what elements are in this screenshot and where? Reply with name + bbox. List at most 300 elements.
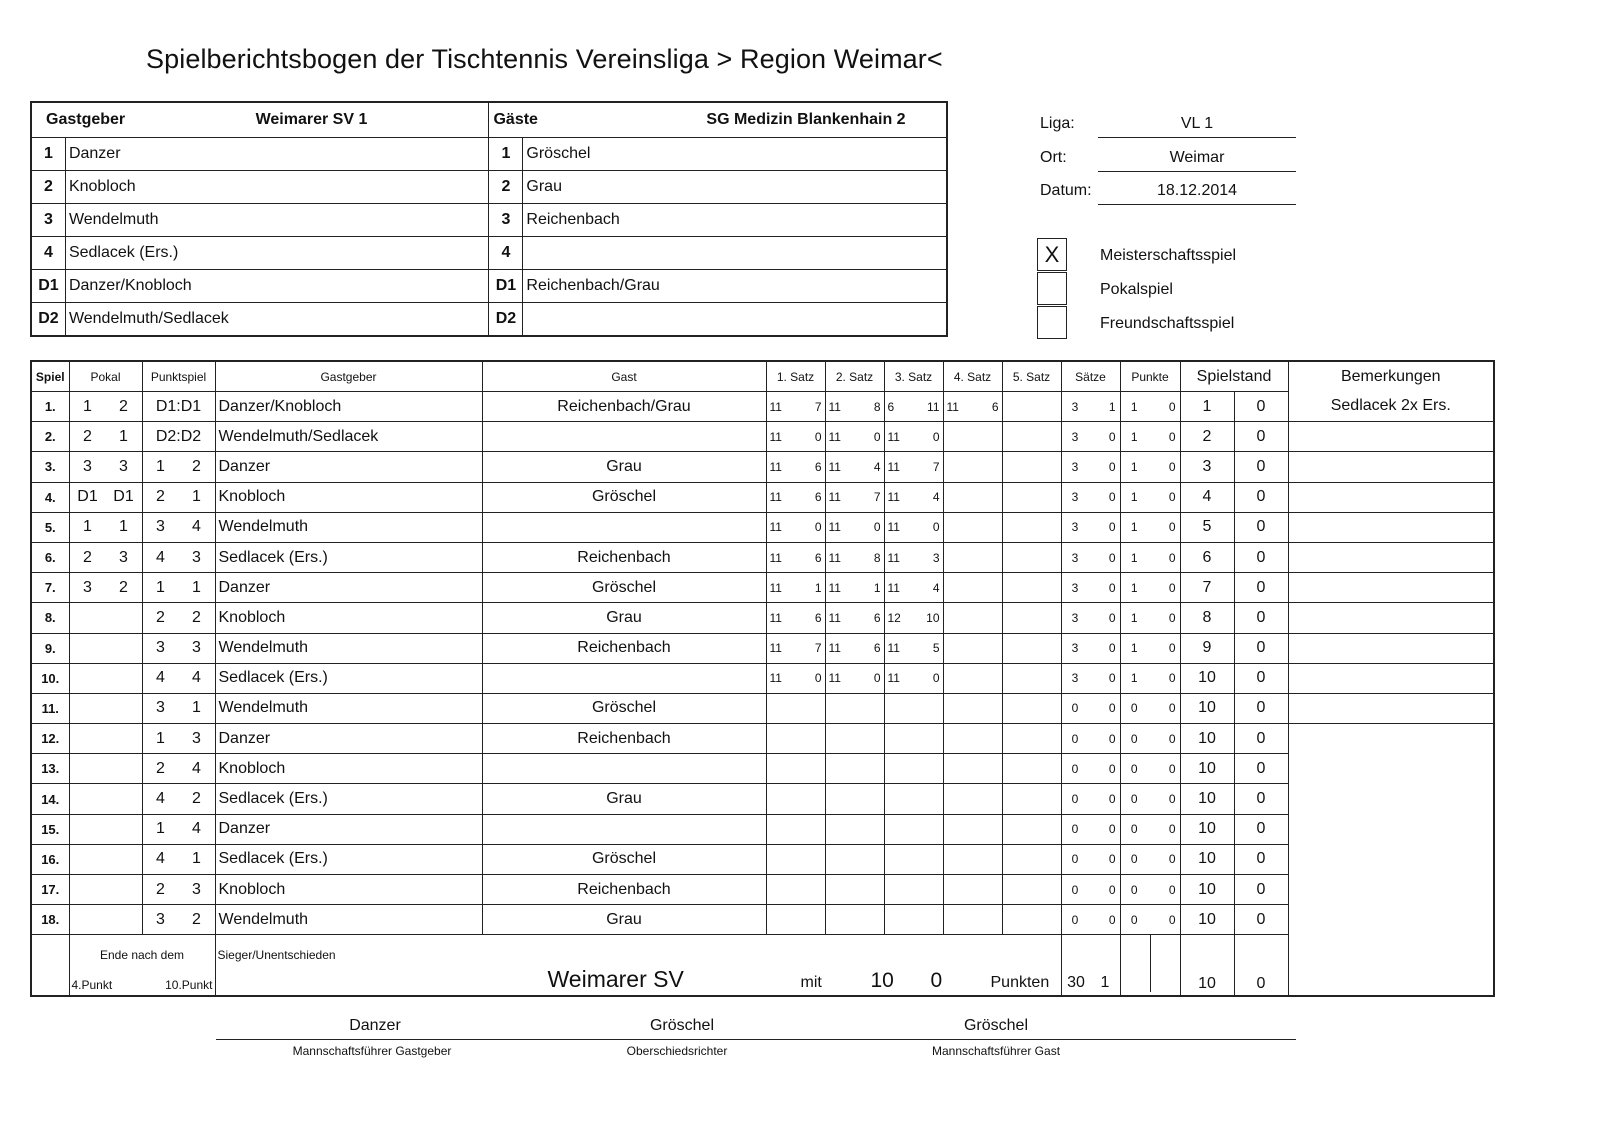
- set-4-score[interactable]: [943, 422, 1002, 452]
- game-row: [31, 663, 1494, 693]
- header-satz-3: 3. Satz: [884, 361, 943, 392]
- set-1-score[interactable]: [766, 784, 825, 814]
- spielstand-guest: 0: [1234, 482, 1288, 512]
- header-spiel: Spiel: [31, 361, 69, 392]
- saetze-cell: [1061, 844, 1120, 874]
- spielstand-guest: 0: [1234, 452, 1288, 482]
- bemerkung[interactable]: [1288, 452, 1494, 482]
- guest-player-name[interactable]: Reichenbach/Grau: [523, 270, 947, 303]
- set-3-score[interactable]: [884, 422, 943, 452]
- role-host-captain: Mannschaftsführer Gastgeber: [292, 1044, 452, 1058]
- host-player-name[interactable]: Danzer: [65, 138, 489, 171]
- pokal-guest: 1: [119, 427, 128, 445]
- set-score-host: 11: [769, 459, 782, 474]
- set-score-host: 11: [828, 641, 841, 656]
- punktspiel-cell[interactable]: [142, 512, 215, 542]
- set-score-guest: 0: [932, 671, 940, 686]
- pokal-cell[interactable]: [69, 512, 142, 542]
- set-3-score[interactable]: [884, 875, 943, 905]
- punktspiel-host: 2: [156, 608, 165, 626]
- punkte-cell: [1120, 875, 1180, 905]
- set-5-score[interactable]: [1002, 814, 1061, 844]
- set-2-score[interactable]: [825, 784, 884, 814]
- set-5-score[interactable]: [1002, 844, 1061, 874]
- set-score-guest: 1: [873, 580, 881, 595]
- set-score-host: 11: [887, 459, 900, 474]
- game-number: 17.: [31, 875, 69, 905]
- spielstand-host: 10: [1180, 663, 1234, 693]
- pokal-cell[interactable]: [69, 452, 142, 482]
- punktspiel-host: 3: [156, 518, 165, 536]
- punkte-guest: 0: [1168, 610, 1176, 625]
- set-3-score[interactable]: [884, 905, 943, 935]
- set-1-score[interactable]: [766, 482, 825, 512]
- host-player-name[interactable]: Wendelmuth: [65, 204, 489, 237]
- guest-player-name[interactable]: Gröschel: [523, 138, 947, 171]
- liga-label: Liga:: [1040, 115, 1075, 132]
- checkbox-pokalspiel[interactable]: [1037, 272, 1067, 305]
- set-4-score[interactable]: [943, 392, 1002, 422]
- guest-player[interactable]: [482, 422, 766, 452]
- set-5-score[interactable]: [1002, 724, 1061, 754]
- punktspiel-cell[interactable]: [142, 633, 215, 663]
- guest-player[interactable]: Reichenbach: [482, 542, 766, 572]
- host-team-name: Weimarer SV 1: [255, 111, 368, 128]
- pokal-cell[interactable]: [69, 844, 142, 874]
- set-4-score[interactable]: [943, 512, 1002, 542]
- set-score-host: 11: [828, 610, 841, 625]
- set-2-score[interactable]: [825, 422, 884, 452]
- guest-player-number: 4: [489, 237, 523, 270]
- set-score-guest: 7: [873, 490, 881, 505]
- set-score-host: 11: [887, 671, 900, 686]
- guest-team-name: SG Medizin Blankenhain 2: [706, 111, 906, 128]
- saetze-guest: 0: [1108, 429, 1116, 444]
- pokal-cell[interactable]: [69, 633, 142, 663]
- punktspiel-cell[interactable]: [142, 844, 215, 874]
- set-2-score[interactable]: [825, 875, 884, 905]
- set-2-score[interactable]: [825, 482, 884, 512]
- sieger-label: Sieger/Unentschieden: [217, 948, 336, 963]
- checkbox-freundschaftsspiel[interactable]: [1037, 306, 1067, 339]
- datum-label: Datum:: [1040, 182, 1092, 199]
- punktspiel-cell[interactable]: [142, 693, 215, 723]
- set-3-score[interactable]: [884, 784, 943, 814]
- guest-player[interactable]: [482, 512, 766, 542]
- punktspiel-cell[interactable]: [142, 452, 215, 482]
- set-4-score[interactable]: [943, 905, 1002, 935]
- punktspiel-host: 3: [156, 639, 165, 657]
- set-4-score[interactable]: [943, 542, 1002, 572]
- set-score-guest: 7: [932, 459, 940, 474]
- punkte-guest: 0: [1168, 792, 1176, 807]
- spielstand-host: 2: [1180, 422, 1234, 452]
- set-5-score[interactable]: [1002, 573, 1061, 603]
- guest-player[interactable]: [482, 663, 766, 693]
- set-5-score[interactable]: [1002, 784, 1061, 814]
- saetze-host: 3: [1071, 671, 1079, 686]
- guest-player[interactable]: Gröschel: [482, 482, 766, 512]
- set-3-score[interactable]: [884, 512, 943, 542]
- host-player-number: 3: [31, 204, 65, 237]
- team-row: [31, 138, 947, 171]
- set-5-score[interactable]: [1002, 693, 1061, 723]
- punktspiel-guest: 3: [192, 729, 201, 747]
- host-player-number: 4: [31, 237, 65, 270]
- punkte-cell: [1120, 603, 1180, 633]
- punkte-host: 0: [1130, 822, 1138, 837]
- guest-player[interactable]: Reichenbach/Grau: [482, 392, 766, 422]
- spielstand-host: 10: [1180, 905, 1234, 935]
- punktspiel-cell[interactable]: [142, 814, 215, 844]
- set-1-score[interactable]: [766, 392, 825, 422]
- guest-player[interactable]: Reichenbach: [482, 724, 766, 754]
- set-score-host: 11: [828, 520, 841, 535]
- host-player-name[interactable]: Wendelmuth/Sedlacek: [65, 303, 489, 337]
- label-meisterschaftsspiel: Meisterschaftsspiel: [1100, 247, 1237, 264]
- saetze-host: 3: [1071, 610, 1079, 625]
- total-saetze-host: 30: [1067, 974, 1085, 992]
- set-5-score[interactable]: [1002, 482, 1061, 512]
- host-player-name[interactable]: Sedlacek (Ers.): [65, 237, 489, 270]
- bemerkung[interactable]: [1288, 573, 1494, 603]
- set-3-score[interactable]: [884, 844, 943, 874]
- game-row: [31, 844, 1494, 874]
- spielstand-host: 10: [1180, 724, 1234, 754]
- set-1-score[interactable]: [766, 422, 825, 452]
- set-3-score[interactable]: [884, 542, 943, 572]
- saetze-host: 0: [1071, 792, 1079, 807]
- set-2-score[interactable]: [825, 542, 884, 572]
- punkte-guest: 0: [1168, 520, 1176, 535]
- set-3-score[interactable]: [884, 724, 943, 754]
- set-1-score[interactable]: [766, 542, 825, 572]
- set-1-score[interactable]: [766, 814, 825, 844]
- set-2-score[interactable]: [825, 603, 884, 633]
- pokal-cell[interactable]: [69, 784, 142, 814]
- guest-player-name[interactable]: [523, 303, 947, 337]
- pokal-cell[interactable]: [69, 814, 142, 844]
- set-score-guest: 0: [932, 520, 940, 535]
- pokal-cell[interactable]: [69, 573, 142, 603]
- set-4-score[interactable]: [943, 452, 1002, 482]
- set-1-score[interactable]: [766, 754, 825, 784]
- set-3-score[interactable]: [884, 392, 943, 422]
- punktspiel-host: 1: [156, 578, 165, 596]
- set-2-score[interactable]: [825, 573, 884, 603]
- host-player[interactable]: Wendelmuth: [215, 693, 482, 723]
- punktspiel-host: 3: [156, 699, 165, 717]
- set-1-score[interactable]: [766, 512, 825, 542]
- bemerkung[interactable]: [1288, 512, 1494, 542]
- game-row: [31, 724, 1494, 754]
- saetze-guest: 0: [1108, 459, 1116, 474]
- set-score-host: 11: [769, 399, 782, 414]
- host-player-name[interactable]: Knobloch: [65, 171, 489, 204]
- host-player[interactable]: Wendelmuth: [215, 633, 482, 663]
- set-3-score[interactable]: [884, 754, 943, 784]
- set-4-score[interactable]: [943, 814, 1002, 844]
- saetze-guest: 0: [1108, 792, 1116, 807]
- punktspiel-cell[interactable]: [142, 603, 215, 633]
- spielstand-guest: 0: [1234, 573, 1288, 603]
- punktspiel-host: 1: [156, 820, 165, 838]
- punktspiel-cell[interactable]: [142, 392, 215, 422]
- set-4-score[interactable]: [943, 724, 1002, 754]
- set-3-score[interactable]: [884, 573, 943, 603]
- spielstand-host: 6: [1180, 542, 1234, 572]
- set-3-score[interactable]: [884, 663, 943, 693]
- punktspiel-cell[interactable]: [142, 663, 215, 693]
- saetze-guest: 0: [1108, 822, 1116, 837]
- guest-header: [489, 102, 947, 138]
- game-row: [31, 392, 1494, 422]
- set-4-score[interactable]: [943, 875, 1002, 905]
- pokal-cell[interactable]: [69, 724, 142, 754]
- punkte-host: 1: [1130, 610, 1138, 625]
- punktspiel-cell[interactable]: [142, 542, 215, 572]
- set-3-score[interactable]: [884, 452, 943, 482]
- guest-player[interactable]: Gröschel: [482, 844, 766, 874]
- set-5-score[interactable]: [1002, 663, 1061, 693]
- game-number: 7.: [31, 573, 69, 603]
- saetze-host: 3: [1071, 490, 1079, 505]
- set-2-score[interactable]: [825, 724, 884, 754]
- host-player[interactable]: Knobloch: [215, 603, 482, 633]
- bemerkung[interactable]: [1288, 482, 1494, 512]
- set-2-score[interactable]: [825, 392, 884, 422]
- punktspiel-guest: 3: [192, 548, 201, 566]
- pokal-host: 2: [83, 427, 92, 445]
- host-player-name[interactable]: Danzer/Knobloch: [65, 270, 489, 303]
- pokal-cell[interactable]: [69, 693, 142, 723]
- pokal-cell[interactable]: [69, 905, 142, 935]
- set-4-score[interactable]: [943, 784, 1002, 814]
- set-5-score[interactable]: [1002, 754, 1061, 784]
- set-score-guest: 0: [814, 520, 822, 535]
- set-2-score[interactable]: [825, 663, 884, 693]
- pokal-cell[interactable]: [69, 603, 142, 633]
- set-3-score[interactable]: [884, 814, 943, 844]
- punktspiel-cell[interactable]: [142, 754, 215, 784]
- pokal-guest: 2: [119, 578, 128, 596]
- set-1-score[interactable]: [766, 663, 825, 693]
- guest-player-number: 3: [489, 204, 523, 237]
- host-player[interactable]: Knobloch: [215, 875, 482, 905]
- set-score-guest: 10: [926, 610, 940, 625]
- punktspiel-guest: 1: [192, 578, 201, 596]
- guest-player[interactable]: [482, 814, 766, 844]
- bemerkung[interactable]: [1288, 422, 1494, 452]
- host-player[interactable]: Sedlacek (Ers.): [215, 784, 482, 814]
- set-1-score[interactable]: [766, 452, 825, 482]
- host-player[interactable]: Knobloch: [215, 754, 482, 784]
- guest-player[interactable]: Grau: [482, 603, 766, 633]
- saetze-cell: [1061, 905, 1120, 935]
- punktspiel-cell[interactable]: [142, 482, 215, 512]
- pokal-cell[interactable]: [69, 482, 142, 512]
- set-4-score[interactable]: [943, 633, 1002, 663]
- set-1-score[interactable]: [766, 693, 825, 723]
- punkte-cell: [1120, 633, 1180, 663]
- pokal-cell[interactable]: [69, 392, 142, 422]
- set-score-guest: 6: [814, 490, 822, 505]
- label-freundschaftsspiel: Freundschaftsspiel: [1100, 315, 1235, 332]
- set-4-score[interactable]: [943, 844, 1002, 874]
- set-1-score[interactable]: [766, 633, 825, 663]
- set-score-host: 11: [828, 671, 841, 686]
- set-2-score[interactable]: [825, 633, 884, 663]
- set-2-score[interactable]: [825, 452, 884, 482]
- mit-label: mit: [800, 974, 822, 992]
- saetze-host: 0: [1071, 731, 1079, 746]
- host-player[interactable]: Danzer/Knobloch: [215, 392, 482, 422]
- set-5-score[interactable]: [1002, 905, 1061, 935]
- pokal-cell[interactable]: [69, 754, 142, 784]
- set-2-score[interactable]: [825, 754, 884, 784]
- set-5-score[interactable]: [1002, 512, 1061, 542]
- set-5-score[interactable]: [1002, 542, 1061, 572]
- set-2-score[interactable]: [825, 512, 884, 542]
- host-label: Gastgeber: [46, 111, 126, 128]
- set-3-score[interactable]: [884, 603, 943, 633]
- set-5-score[interactable]: [1002, 603, 1061, 633]
- punktspiel-guest: 4: [192, 820, 201, 838]
- set-2-score[interactable]: [825, 693, 884, 723]
- set-5-score[interactable]: [1002, 452, 1061, 482]
- set-4-score[interactable]: [943, 663, 1002, 693]
- set-5-score[interactable]: [1002, 392, 1061, 422]
- saetze-guest: 0: [1108, 701, 1116, 716]
- pokal-cell[interactable]: [69, 422, 142, 452]
- host-player[interactable]: Wendelmuth: [215, 905, 482, 935]
- set-3-score[interactable]: [884, 633, 943, 663]
- saetze-cell: [1061, 633, 1120, 663]
- liga-value[interactable]: VL 1: [1098, 115, 1296, 138]
- host-player[interactable]: Danzer: [215, 724, 482, 754]
- guest-player[interactable]: Gröschel: [482, 573, 766, 603]
- pokal-cell[interactable]: [69, 542, 142, 572]
- punkte-host: 0: [1130, 912, 1138, 927]
- punktspiel-cell[interactable]: [142, 875, 215, 905]
- set-4-score[interactable]: [943, 482, 1002, 512]
- set-1-score[interactable]: [766, 724, 825, 754]
- set-2-score[interactable]: [825, 844, 884, 874]
- header-gast: Gast: [482, 361, 766, 392]
- bemerkung[interactable]: [1288, 542, 1494, 572]
- set-score-guest: 0: [873, 520, 881, 535]
- saetze-cell: [1061, 573, 1120, 603]
- guest-player[interactable]: Reichenbach: [482, 633, 766, 663]
- set-4-score[interactable]: [943, 693, 1002, 723]
- set-score-guest: 4: [873, 459, 881, 474]
- punkte-cell: [1120, 422, 1180, 452]
- punktspiel-cell[interactable]: [142, 784, 215, 814]
- set-4-score[interactable]: [943, 603, 1002, 633]
- set-3-score[interactable]: [884, 693, 943, 723]
- checkbox-meisterschaftsspiel[interactable]: X: [1037, 238, 1067, 271]
- game-number: 2.: [31, 422, 69, 452]
- set-1-score[interactable]: [766, 844, 825, 874]
- punktspiel-guest: 3: [192, 880, 201, 898]
- set-1-score[interactable]: [766, 573, 825, 603]
- set-score-guest: 8: [873, 550, 881, 565]
- pokal-host: 3: [83, 457, 92, 475]
- set-score-guest: 8: [873, 399, 881, 414]
- host-player-number: 1: [31, 138, 65, 171]
- set-4-score[interactable]: [943, 573, 1002, 603]
- guest-player[interactable]: Gröschel: [482, 693, 766, 723]
- punkte-host: 0: [1130, 731, 1138, 746]
- pokal-cell[interactable]: [69, 663, 142, 693]
- host-player[interactable]: Danzer: [215, 573, 482, 603]
- punktspiel-pairing: D1:D1: [155, 397, 202, 415]
- set-score-host: 11: [769, 429, 782, 444]
- host-player[interactable]: Danzer: [215, 814, 482, 844]
- host-player[interactable]: Wendelmuth: [215, 512, 482, 542]
- host-player[interactable]: Wendelmuth/Sedlacek: [215, 422, 482, 452]
- set-3-score[interactable]: [884, 482, 943, 512]
- pokal-cell[interactable]: [69, 875, 142, 905]
- set-5-score[interactable]: [1002, 422, 1061, 452]
- set-2-score[interactable]: [825, 905, 884, 935]
- punktspiel-cell[interactable]: [142, 905, 215, 935]
- ort-value[interactable]: Weimar: [1098, 149, 1296, 172]
- bemerkung[interactable]: [1288, 633, 1494, 663]
- spielstand-host: 10: [1180, 784, 1234, 814]
- guest-player[interactable]: Grau: [482, 784, 766, 814]
- punktspiel-pairing: D2:D2: [155, 427, 202, 445]
- bemerkung[interactable]: [1288, 603, 1494, 633]
- bemerkung[interactable]: [1288, 693, 1494, 723]
- set-1-score[interactable]: [766, 875, 825, 905]
- guest-player[interactable]: [482, 754, 766, 784]
- spielstand-host: 10: [1180, 814, 1234, 844]
- set-4-score[interactable]: [943, 754, 1002, 784]
- set-5-score[interactable]: [1002, 633, 1061, 663]
- guest-label: Gäste: [493, 111, 538, 128]
- guest-player[interactable]: Grau: [482, 452, 766, 482]
- guest-player[interactable]: Grau: [482, 905, 766, 935]
- game-row: [31, 633, 1494, 663]
- host-player[interactable]: Sedlacek (Ers.): [215, 844, 482, 874]
- set-1-score[interactable]: [766, 905, 825, 935]
- punktspiel-cell[interactable]: [142, 573, 215, 603]
- guest-player-name[interactable]: [523, 237, 947, 270]
- punktspiel-guest: 2: [192, 790, 201, 808]
- saetze-guest: 0: [1108, 580, 1116, 595]
- punktspiel-host: 2: [156, 759, 165, 777]
- set-2-score[interactable]: [825, 814, 884, 844]
- guest-player-name[interactable]: Reichenbach: [523, 204, 947, 237]
- set-1-score[interactable]: [766, 603, 825, 633]
- punktspiel-cell[interactable]: [142, 422, 215, 452]
- guest-player[interactable]: Reichenbach: [482, 875, 766, 905]
- bemerkung[interactable]: Sedlacek 2x Ers.: [1288, 392, 1494, 422]
- bemerkung[interactable]: [1288, 663, 1494, 693]
- saetze-host: 0: [1071, 761, 1079, 776]
- host-player[interactable]: Sedlacek (Ers.): [215, 663, 482, 693]
- datum-value[interactable]: 18.12.2014: [1098, 182, 1296, 205]
- host-player[interactable]: Danzer: [215, 452, 482, 482]
- host-player[interactable]: Knobloch: [215, 482, 482, 512]
- guest-player-name[interactable]: Grau: [523, 171, 947, 204]
- host-player[interactable]: Sedlacek (Ers.): [215, 542, 482, 572]
- header-satz-4: 4. Satz: [943, 361, 1002, 392]
- set-5-score[interactable]: [1002, 875, 1061, 905]
- punktspiel-host: 2: [156, 488, 165, 506]
- punktspiel-cell[interactable]: [142, 724, 215, 754]
